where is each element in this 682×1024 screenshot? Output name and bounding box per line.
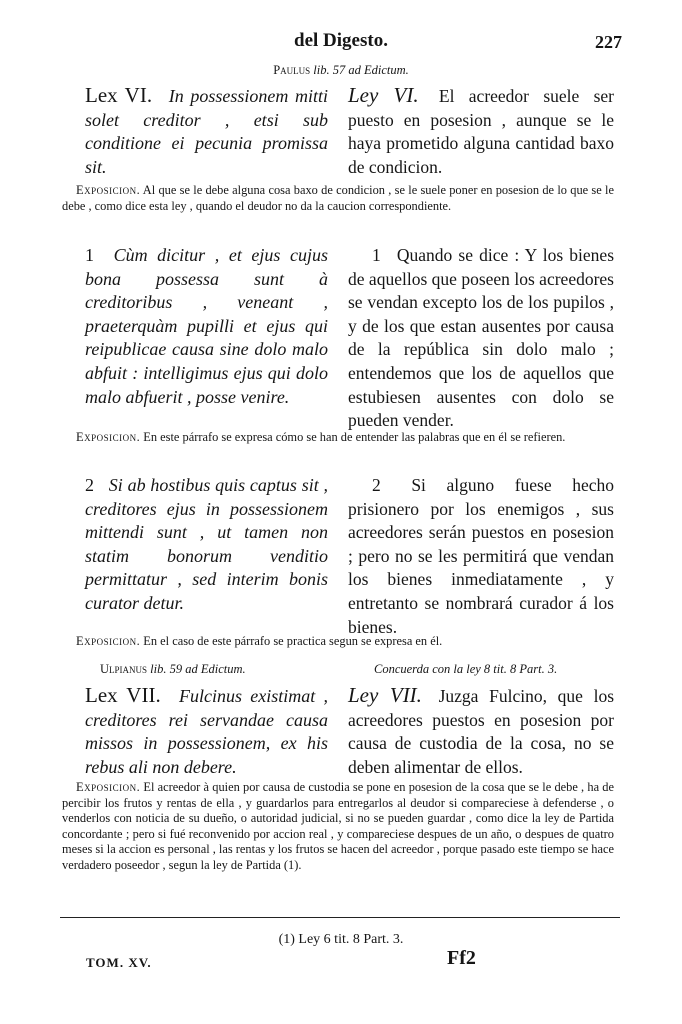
source-author: Ulpianus <box>100 662 148 676</box>
lex7-latin <box>85 684 328 779</box>
exposicion-text: El acreedor à quien por causa de custodia se pone en posesion de la cosa que se le debe , ha de percibir los frutos y rentas de ella , y guardarlos para entregarlos al deudor si compareciese à defenderse , o venderlos con noticia de su dueño, o autoridad judicial, si no se pueden guardar , como dice la ley de Partida concordante ; pero si fué reconvenido por accion real , y compareciese despues de un año, o despues de quatro meses si la accion es personal , las rentas y los frutos se hacen del acreedor , porque pasado este tiempo se hace verdadero poseedor , segun la ley de Partida (1). <box>62 780 614 872</box>
exposicion-text: En el caso de este párrafo se practica segun se expresa en él. <box>143 634 443 648</box>
footnote-rule <box>60 917 620 918</box>
exposicion-text: Al que se le debe alguna cosa baxo de condicion , se le suele poner en posesion de lo que se le debe , como dice esta ley , quando el deudor no da la caucion correspondiente. <box>62 183 614 213</box>
lex6-spanish <box>348 84 614 179</box>
para1-spanish-text: Quando se dice : Y los bienes de aquellos que poseen los acreedores se vendan excepto los de los pupilos , y de los que estan ausentes por causa de la república sin dolo malo ; entendemos que los de aquellos que estubiesen ausentes con dolo se pueden vender. <box>348 245 615 431</box>
exposicion-label: Exposicion. <box>76 780 141 794</box>
signature-mark: Ff2 <box>447 947 476 969</box>
para2-number-spanish: 2 <box>372 475 381 495</box>
exposicion-2 <box>62 430 614 446</box>
lex7-latin-heading: Lex VII. <box>85 683 161 707</box>
source-ulpianus <box>100 662 330 677</box>
para1-number-spanish: 1 <box>372 245 381 265</box>
para2-number-latin: 2 <box>85 475 94 495</box>
lex6-spanish-text: El acreedor suele ser puesto en posesion , aunque se le haya prometido alguna cantidad baxo de condicion. <box>348 86 615 177</box>
exposicion-3 <box>62 634 614 650</box>
lex7-spanish <box>348 684 614 779</box>
para2-spanish-text: Si alguno fuese hecho prisionero por los enemigos , sus acreedores serán puestos en posesion ; pero no se les permitirá que vendan los bienes inmediatamente , y entretanto se nombrará curador á los bienes. <box>348 475 614 637</box>
source-ref: lib. 57 ad Edictum. <box>313 63 409 77</box>
running-header <box>0 30 682 60</box>
para1-latin <box>85 244 328 409</box>
lex6-latin <box>85 84 328 179</box>
exposicion-text: En este párrafo se expresa cómo se han de entender las palabras que en él se refieren. <box>143 430 566 444</box>
para2-latin-text: Si ab hostibus quis captus sit , creditores ejus in possessionem mittendi sunt , ut tamen non statim bonorum venditio permittatur , sed interim bonis curator detur. <box>85 475 328 613</box>
source-paulus <box>0 63 682 78</box>
para1-spanish <box>348 244 614 433</box>
exposicion-label: Exposicion. <box>76 183 141 197</box>
footnote: (1) Ley 6 tit. 8 Part. 3. <box>278 932 404 947</box>
exposicion-1 <box>62 183 614 214</box>
para1-number-latin: 1 <box>85 245 94 265</box>
volume-mark: TOM. XV. <box>86 955 152 970</box>
exposicion-label: Exposicion. <box>76 430 141 444</box>
page-number: 227 <box>595 32 622 52</box>
para1-latin-text: Cùm dicitur , et ejus cujus bona possessa sunt à creditoribus , veneant , praeterquàm pupilli et ejus qui reipublicae causa sine dolo malo abfuit : intelligimus ejus qui dolo malo abfuerit , posse venire. <box>85 245 329 407</box>
source-ref: lib. 59 ad Edictum. <box>150 662 246 676</box>
lex7-latin-text: Fulcinus existimat , creditores rei servandae causa missos in possessionem, ex his rebus ali non debere. <box>85 686 329 777</box>
lex6-spanish-heading: Ley VI. <box>348 83 419 107</box>
running-title: del Digesto. <box>294 30 388 51</box>
lex7-spanish-heading: Ley VII. <box>348 683 422 707</box>
exposicion-label: Exposicion. <box>76 634 141 648</box>
para2-latin <box>85 474 328 616</box>
lex7-spanish-text: Juzga Fulcino, que los acreedores puestos en posesion por causa de custodia de la cosa, no se deben alimentar de ellos. <box>348 686 614 777</box>
para2-spanish <box>348 474 614 639</box>
source-author: Paulus <box>273 63 311 77</box>
lex6-latin-text: In possessionem mitti solet creditor , etsi sub conditione ei pecunia promissa sit. <box>85 86 328 177</box>
exposicion-4 <box>62 780 614 873</box>
lex6-latin-heading: Lex VI. <box>85 83 153 107</box>
concordance-note: Concuerda con la ley 8 tit. 8 Part. 3. <box>374 662 558 676</box>
